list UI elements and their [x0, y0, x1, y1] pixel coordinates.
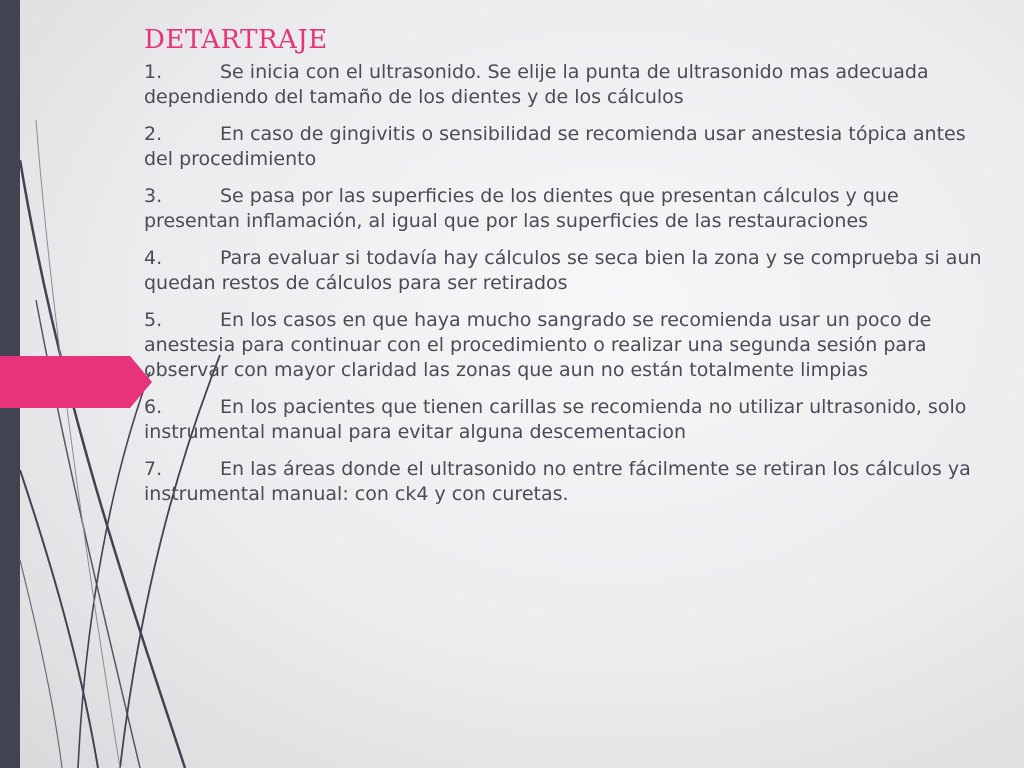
- step-number: 2.: [144, 123, 163, 145]
- slide-title: DETARTRAJE: [144, 25, 328, 55]
- decor-line-4: [20, 560, 62, 768]
- step-item: [144, 122, 990, 172]
- decor-line-3: [20, 470, 98, 768]
- step-item: [144, 308, 990, 383]
- steps-list: [144, 60, 990, 507]
- step-item: [144, 60, 990, 110]
- step-text: En los casos en que haya mucho sangrado se recomienda usar un poco de anestesia para continuar con el procedimiento o realizar una segunda sesión para observar con mayor claridad las zonas que aun no están totalmente limpias: [144, 309, 932, 381]
- decor-line-7: [36, 120, 120, 768]
- step-item: [144, 395, 990, 445]
- step-item: [144, 184, 990, 234]
- slide-content: [144, 24, 990, 519]
- step-number: 5.: [144, 309, 163, 331]
- step-text: Para evaluar si todavía hay cálculos se seca bien la zona y se comprueba si aun quedan restos de cálculos para ser retirados: [144, 247, 982, 294]
- step-number: 3.: [144, 185, 163, 207]
- step-item: [144, 457, 990, 507]
- step-number: 7.: [144, 458, 163, 480]
- step-number: 4.: [144, 247, 163, 269]
- step-text: Se inicia con el ultrasonido. Se elije la punta de ultrasonido mas adecuada dependiendo del tamaño de los dientes y de los cálculos: [144, 61, 929, 108]
- step-number: 1.: [144, 61, 163, 83]
- step-text: En los pacientes que tienen carillas se recomienda no utilizar ultrasonido, solo instrumental manual para evitar alguna descementacion: [144, 396, 967, 443]
- step-item: [144, 246, 990, 296]
- decor-line-5: [78, 372, 150, 768]
- step-text: En las áreas donde el ultrasonido no entre fácilmente se retiran los cálculos ya instrumental manual: con ck4 y con curetas.: [144, 458, 971, 505]
- accent-arrow-tab: [0, 356, 152, 408]
- step-text: Se pasa por las superficies de los dientes que presentan cálculos y que presentan inflamación, al igual que por las superficies de las restauraciones: [144, 185, 899, 232]
- step-number: 6.: [144, 396, 163, 418]
- step-text: En caso de gingivitis o sensibilidad se recomienda usar anestesia tópica antes del procedimiento: [144, 123, 966, 170]
